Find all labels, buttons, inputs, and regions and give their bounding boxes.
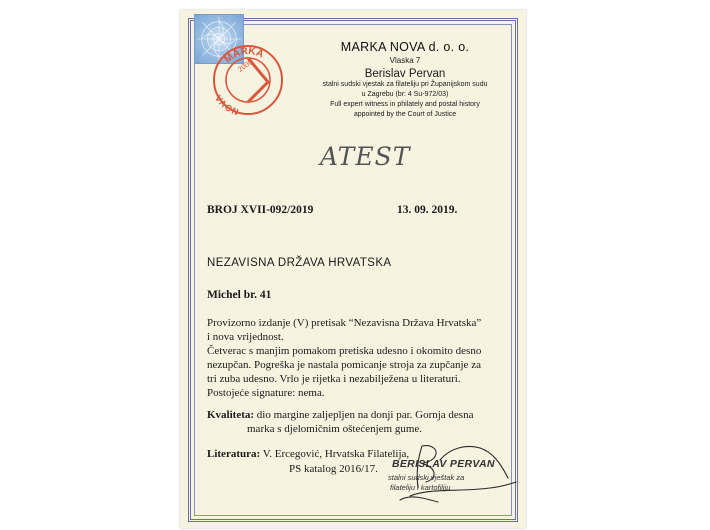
- description-line: Četverac s manjim pomakom pretiska udesno i okomito desno: [207, 345, 482, 357]
- certificate-number: BROJ XVII-092/2019: [207, 204, 314, 216]
- michel-catalog-number: Michel br. 41: [207, 289, 272, 301]
- quality-text: dio margine zaljepljen na donji par. Gornja desna: [256, 409, 474, 421]
- document-title: ATEST: [320, 142, 411, 171]
- stamp-country: NEZAVISNA DRŽAVA HRVATSKA: [207, 257, 392, 269]
- expert-name: Berislav Pervan: [364, 68, 446, 80]
- seal-left-text: NOVA: [213, 93, 240, 117]
- literature-text: V. Ercegović, Hrvatska Filatelija,: [262, 448, 410, 460]
- seal-top-text: MARKA: [222, 45, 266, 66]
- quality-text: marka s djelomičnim oštećenjem gume.: [247, 423, 423, 435]
- expert-role-line: Full expert witness in philately and postal history: [330, 101, 480, 108]
- description-line: i nova vrijednost.: [207, 331, 284, 343]
- stamp-description: [207, 316, 507, 400]
- signature-stamp-name: BERISLAV PERVAN: [392, 458, 495, 470]
- description-line: nezupčan. Pogreška je nastala pomicanje stroja za zupčanje za: [207, 359, 481, 371]
- company-address: Vlaska 7: [389, 56, 421, 65]
- quality-section: [207, 408, 507, 436]
- literature-label: Literatura:: [207, 448, 261, 460]
- certificate-date: 13. 09. 2019.: [397, 204, 458, 216]
- issuer-header: [320, 40, 490, 120]
- expert-role-line: appointed by the Court of Justice: [353, 111, 457, 118]
- signature-stamp-line: stalni sudski vještak za: [388, 473, 465, 482]
- company-name: MARKA NOVA d. o. o.: [340, 40, 470, 54]
- description-line: Provizorno izdanje (V) pretisak “Nezavisna Država Hrvatska”: [207, 317, 482, 329]
- quality-label: Kvaliteta:: [207, 409, 255, 421]
- description-line: Postojeće signature: nema.: [207, 387, 325, 399]
- description-line: tri zuba udesno. Vrlo je rijetka i nezabilježena u literaturi.: [207, 373, 461, 385]
- expert-role-line: u Zagrebu (br: 4 Su-972/03): [361, 91, 449, 98]
- certificate-sheet: [180, 10, 526, 528]
- marka-nova-seal-icon: [210, 42, 286, 118]
- signature-stamp-line: filateliju i kartofiliju: [390, 483, 451, 492]
- svg-text:NOVA: [213, 93, 240, 117]
- literature-text: PS katalog 2016/17.: [289, 463, 378, 475]
- expert-role-line: stalni sudski vjestak za filateliju pri Županijskom sudu: [322, 81, 488, 88]
- seal-center-text: 2000: [237, 58, 254, 74]
